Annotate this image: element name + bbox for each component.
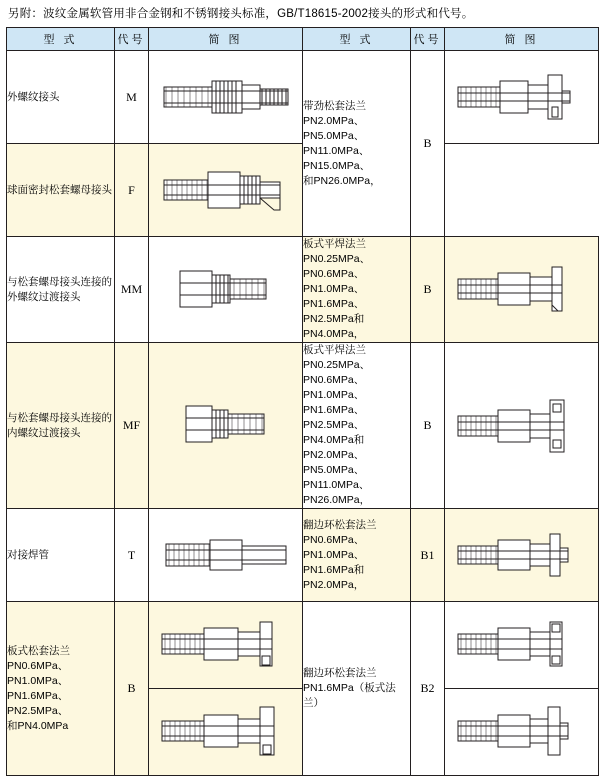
right-figure-2	[445, 237, 599, 343]
header-left-code: 代号	[115, 28, 149, 51]
left-code-5: T	[115, 509, 149, 602]
header-left-figure: 简 图	[149, 28, 303, 51]
note-text: 另附：波纹金属软管用非合金钢和不锈钢接头标准，GB/T18615-2002接头的形式和代号。	[8, 8, 474, 20]
lap-joint-flange-2-icon	[452, 606, 592, 684]
header-right-type: 型 式	[303, 28, 411, 51]
left-figure-2	[149, 144, 303, 237]
left-code-2: F	[115, 144, 149, 237]
header-left-type: 型 式	[7, 28, 115, 51]
right-type-2: 板式平焊法兰 PN0.25MPa、PN0.6MPa、 PN1.0MPa、PN1.6MPa、 PN2.5MPa和PN4.0MPa，	[303, 237, 411, 343]
male-thread-transition-joint-icon	[156, 249, 296, 331]
left-figure-5	[149, 509, 303, 602]
plate-flat-weld-flange-icon	[452, 249, 592, 331]
left-code-3: MM	[115, 237, 149, 343]
plate-loose-flange-icon	[156, 606, 296, 684]
table-row	[7, 237, 599, 343]
right-code-3: B	[411, 343, 445, 509]
left-figure-6a	[149, 602, 303, 689]
right-figure-3	[445, 343, 599, 509]
header-right-code: 代号	[411, 28, 445, 51]
left-figure-1	[149, 51, 303, 144]
right-type-3: 板式平焊法兰 PN0.25MPa、PN0.6MPa、 PN1.0MPa、PN1.6MPa、 PN2.5MPa、PN4.0MPa和 PN2.0MPa、PN5.0MPa、 PN11.0MPa、PN26.0MPa，	[303, 343, 411, 509]
table-row	[7, 51, 599, 144]
plate-loose-flange-icon-2	[156, 693, 296, 771]
ribbed-loose-flange-icon	[452, 61, 592, 133]
left-type-3: 与松套螺母接头连接的外螺纹过渡接头	[7, 237, 115, 343]
right-type-5: 翻边环松套法兰 PN1.6MPa（板式法兰）	[303, 602, 411, 776]
right-code-2: B	[411, 237, 445, 343]
right-code-5: B2	[411, 602, 445, 776]
right-code-1: B	[411, 51, 445, 237]
left-type-6: 板式松套法兰 PN0.6MPa、PN1.0MPa、 PN1.6MPa、PN2.5MPa、 和PN4.0MPa	[7, 602, 115, 776]
left-code-4: MF	[115, 343, 149, 509]
joint-types-table	[6, 27, 599, 776]
table-row	[7, 343, 599, 509]
external-thread-joint-icon	[156, 61, 296, 133]
right-figure-5a	[445, 602, 599, 689]
left-figure-3	[149, 237, 303, 343]
lap-joint-flange-2b-icon	[452, 693, 592, 771]
right-figure-4	[445, 509, 599, 602]
right-figure-1a	[445, 51, 599, 144]
table-header-row	[7, 28, 599, 51]
left-figure-4	[149, 343, 303, 509]
table-row	[7, 509, 599, 602]
left-code-6: B	[115, 602, 149, 776]
right-type-1: 带劲松套法兰 PN2.0MPa、PN5.0MPa、 PN11.0MPa、PN15.0MPa、 和PN26.0MPa，	[303, 51, 411, 237]
left-code-1: M	[115, 51, 149, 144]
table-row	[7, 602, 599, 689]
right-figure-5b	[445, 689, 599, 776]
butt-weld-pipe-icon	[156, 518, 296, 592]
left-type-5: 对接焊管	[7, 509, 115, 602]
right-type-4: 翻边环松套法兰 PN0.6MPa、PN1.0MPa、 PN1.6MPa和PN2.0MPa，	[303, 509, 411, 602]
left-type-1: 外螺纹接头	[7, 51, 115, 144]
right-code-4: B1	[411, 509, 445, 602]
left-figure-6b	[149, 689, 303, 776]
female-thread-transition-joint-icon	[156, 386, 296, 466]
plate-flat-weld-flange-2-icon	[452, 386, 592, 466]
spherical-seal-union-nut-joint-icon	[156, 154, 296, 226]
left-type-2: 球面密封松套螺母接头	[7, 144, 115, 237]
left-type-4: 与松套螺母接头连接的内螺纹过渡接头	[7, 343, 115, 509]
header-right-figure: 简 图	[445, 28, 599, 51]
lap-joint-flange-icon	[452, 518, 592, 592]
